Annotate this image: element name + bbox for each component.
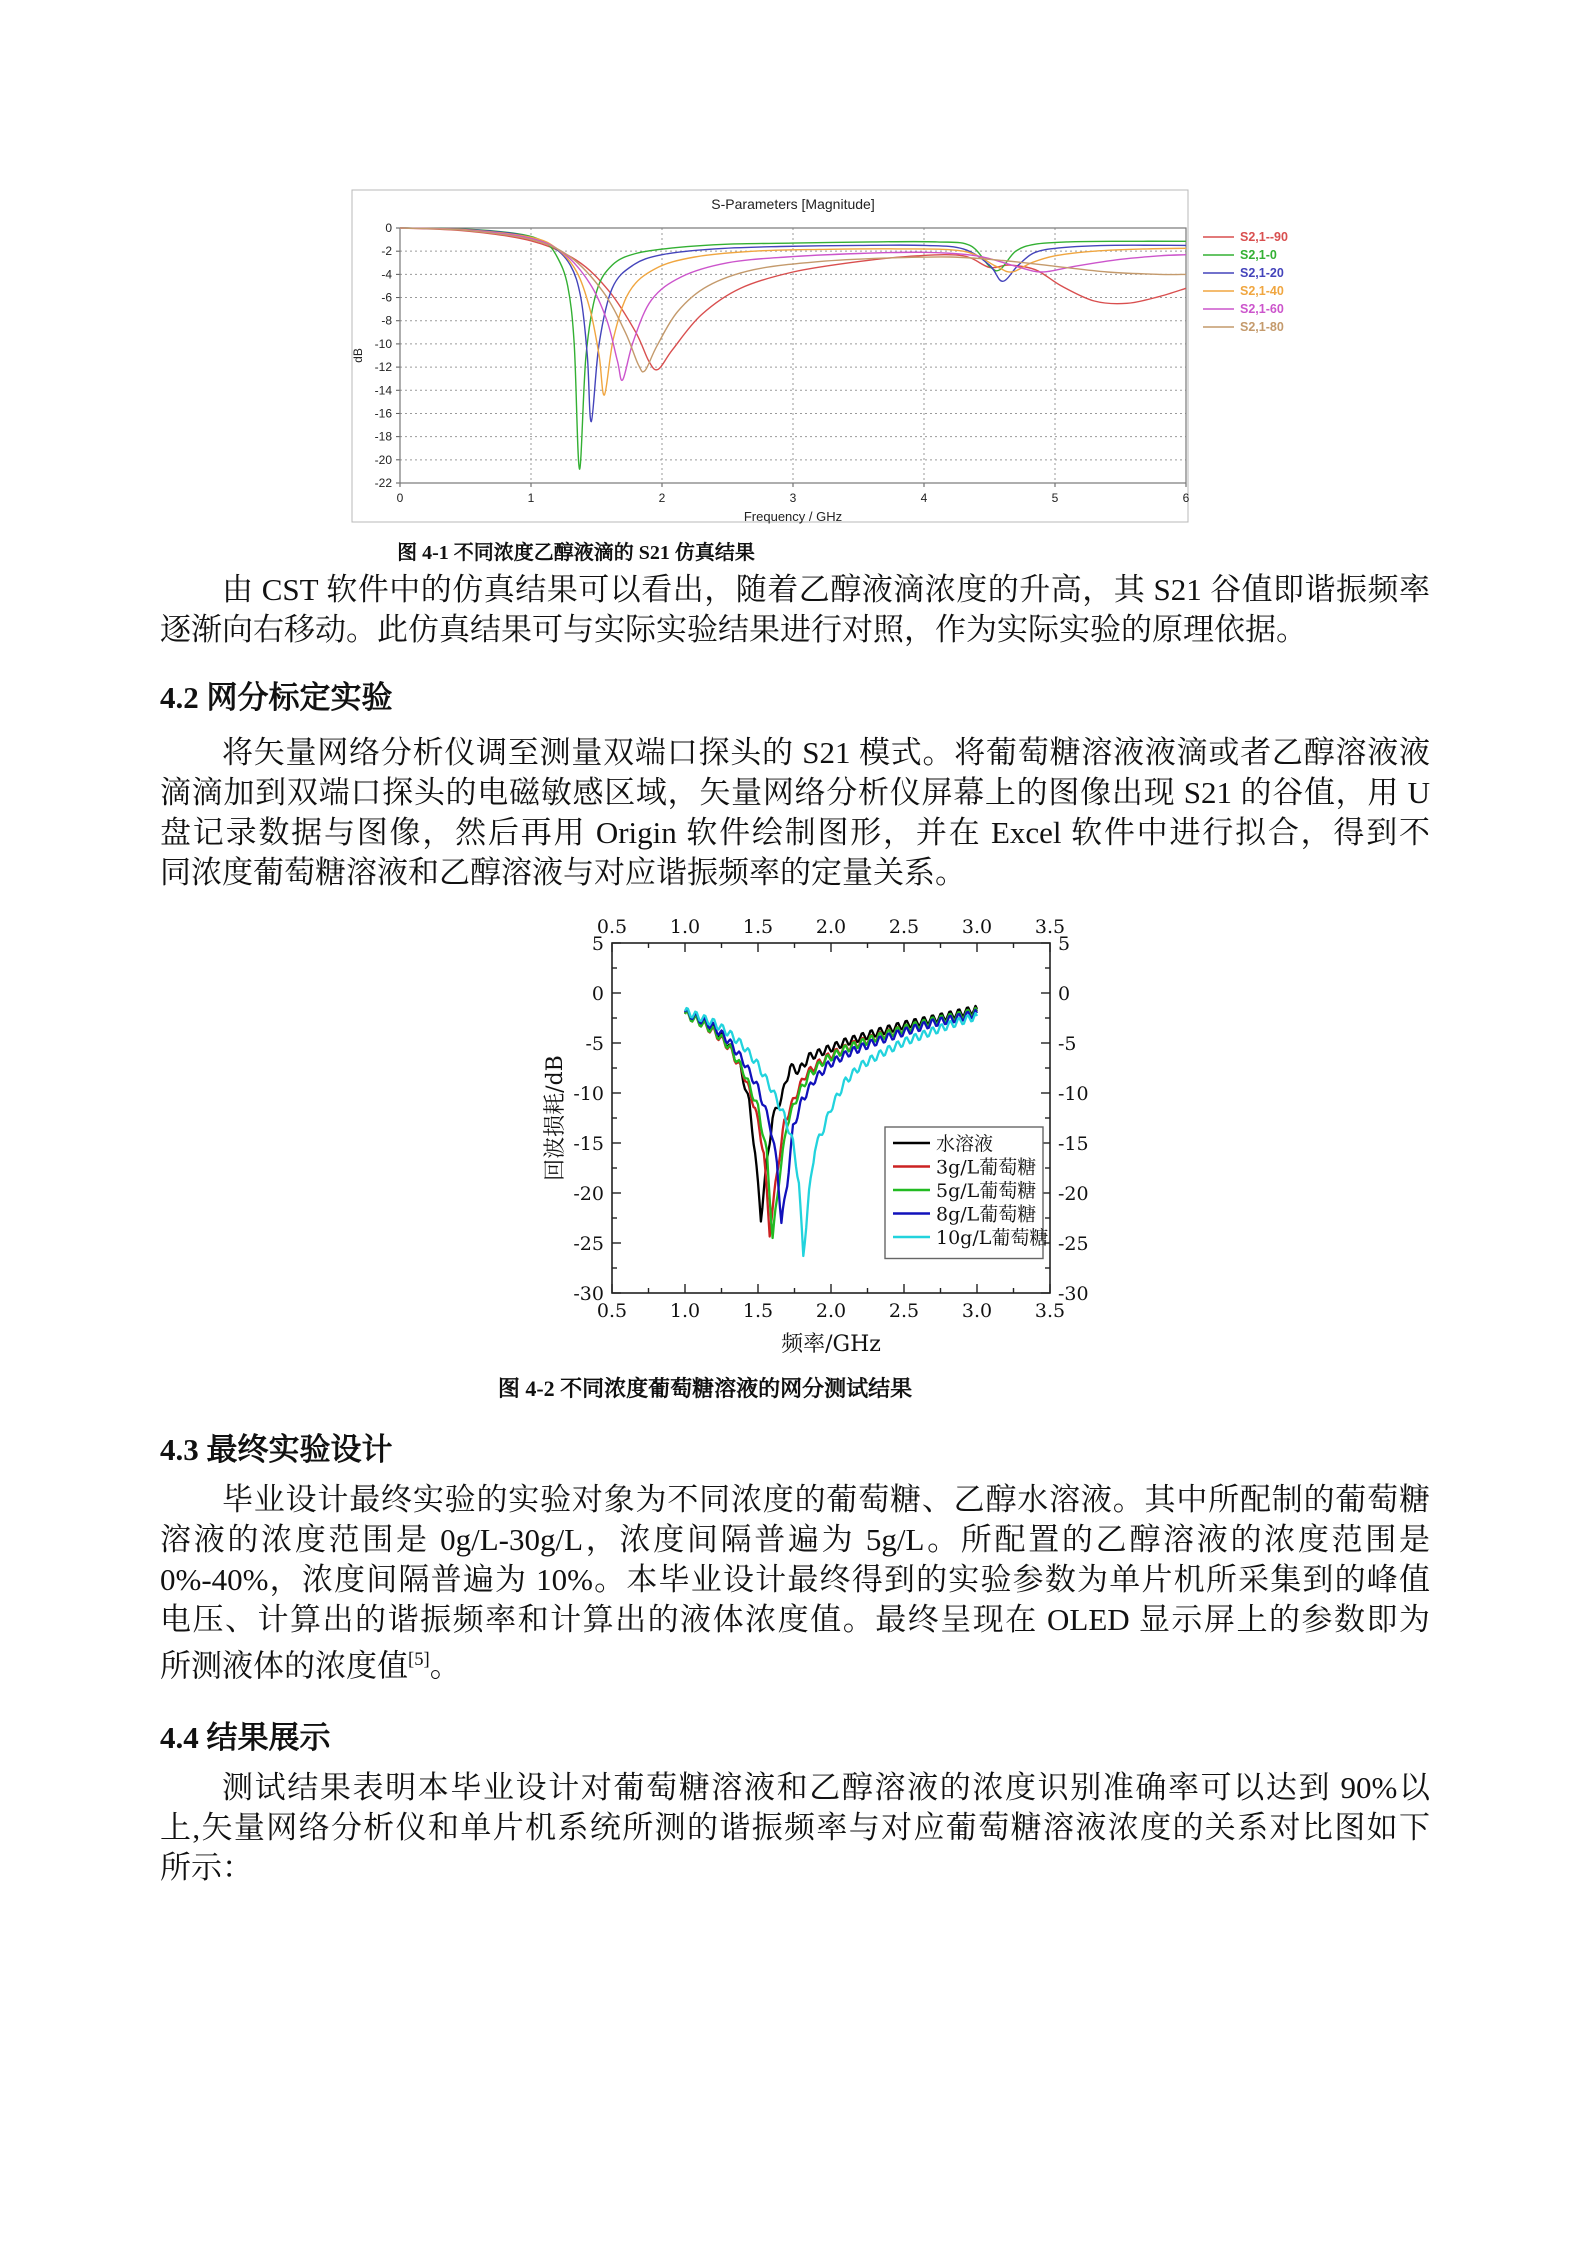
svg-text:-25: -25 xyxy=(1058,1233,1089,1255)
paragraph-section-4-4 xyxy=(160,1768,1430,1888)
svg-text:-6: -6 xyxy=(381,290,392,305)
svg-text:2.0: 2.0 xyxy=(815,1300,847,1322)
svg-text:3.0: 3.0 xyxy=(961,1300,993,1322)
paragraph-after-figure-4-1 xyxy=(160,570,1430,650)
svg-text:S2,1--90: S2,1--90 xyxy=(1240,230,1288,244)
svg-text:3g/L葡萄糖: 3g/L葡萄糖 xyxy=(936,1156,1037,1179)
svg-text:-5: -5 xyxy=(585,1033,604,1055)
svg-text:10g/L葡萄糖: 10g/L葡萄糖 xyxy=(936,1227,1049,1249)
svg-text:1.5: 1.5 xyxy=(742,1300,774,1322)
text-line: 溶液的浓度范围是 0g/L-30g/L，浓度间隔普遍为 5g/L。所配置的乙醇溶液的浓度范围是 xyxy=(160,1522,1430,1557)
svg-text:-20: -20 xyxy=(374,452,392,467)
svg-text:-8: -8 xyxy=(381,313,392,328)
svg-text:3.0: 3.0 xyxy=(961,916,993,938)
text-line: 上,矢量网络分析仪和单片机系统所测的谐振频率与对应葡萄糖溶液浓度的关系对比图如下 xyxy=(160,1810,1430,1845)
svg-text:-12: -12 xyxy=(374,360,392,375)
svg-text:-15: -15 xyxy=(573,1133,604,1155)
svg-text:3.5: 3.5 xyxy=(1034,916,1066,938)
paragraph-section-4-2 xyxy=(160,733,1430,893)
section-heading-4-4: 4.4 结果展示 xyxy=(160,1720,331,1755)
figure-4-2-vna-measurement-chart xyxy=(490,895,1140,1375)
paragraph-section-4-3 xyxy=(160,1480,1430,1640)
text-line: 毕业设计最终实验的实验对象为不同浓度的葡萄糖、乙醇水溶液。其中所配制的葡萄糖 xyxy=(222,1482,1430,1517)
svg-text:0.5: 0.5 xyxy=(596,916,628,938)
text-line: 同浓度葡萄糖溶液和乙醇溶液与对应谐振频率的定量关系。 xyxy=(160,855,966,890)
figure-4-2-caption: 图 4-2 不同浓度葡萄糖溶液的网分测试结果 xyxy=(497,1376,913,1401)
section-heading-4-2: 4.2 网分标定实验 xyxy=(160,680,393,715)
svg-text:频率/GHz: 频率/GHz xyxy=(781,1332,881,1357)
text-line: 0%-40%，浓度间隔普遍为 10%。本毕业设计最终得到的实验参数为单片机所采集到的峰值 xyxy=(160,1562,1430,1597)
svg-text:1.0: 1.0 xyxy=(669,916,701,938)
svg-text:S2,1-80: S2,1-80 xyxy=(1240,320,1284,334)
svg-text:0: 0 xyxy=(591,983,604,1005)
svg-text:-25: -25 xyxy=(573,1233,604,1255)
svg-text:3.5: 3.5 xyxy=(1034,1300,1066,1322)
svg-text:-16: -16 xyxy=(374,406,392,421)
svg-text:1: 1 xyxy=(527,491,535,505)
svg-text:2.5: 2.5 xyxy=(888,1300,920,1322)
citation-5: [5] xyxy=(408,1649,430,1670)
svg-text:-10: -10 xyxy=(1058,1083,1089,1105)
svg-text:水溶液: 水溶液 xyxy=(936,1133,994,1155)
svg-text:2: 2 xyxy=(658,491,666,505)
para-43-tail-text: 所测液体的浓度值 xyxy=(160,1648,408,1684)
s-parameters-plot xyxy=(340,185,1330,545)
svg-text:回波损耗/dB: 回波损耗/dB xyxy=(543,1055,568,1181)
svg-text:Frequency / GHz: Frequency / GHz xyxy=(743,509,843,524)
svg-text:-15: -15 xyxy=(1058,1133,1089,1155)
svg-text:-4: -4 xyxy=(381,267,392,282)
text-line: 滴滴加到双端口探头的电磁敏感区域，矢量网络分析仪屏幕上的图像出现 S21 的谷值，用 U xyxy=(160,775,1430,810)
svg-text:-20: -20 xyxy=(1058,1183,1089,1205)
text-line: 测试结果表明本毕业设计对葡萄糖溶液和乙醇溶液的浓度识别准确率可以达到 90%以 xyxy=(222,1770,1430,1805)
figure-4-1-caption: 图 4-1 不同浓度乙醇液滴的 S21 仿真结果 xyxy=(397,542,755,564)
svg-text:-30: -30 xyxy=(1058,1283,1089,1305)
svg-text:S2,1-60: S2,1-60 xyxy=(1240,302,1284,316)
svg-text:0: 0 xyxy=(1058,983,1071,1005)
text-line: 所示： xyxy=(160,1850,253,1885)
svg-text:1.0: 1.0 xyxy=(669,1300,701,1322)
svg-text:-10: -10 xyxy=(374,336,392,351)
svg-text:2.5: 2.5 xyxy=(888,916,920,938)
svg-text:-20: -20 xyxy=(573,1183,604,1205)
para-43-tail-period: 。 xyxy=(429,1648,461,1684)
svg-text:S2,1-20: S2,1-20 xyxy=(1240,266,1284,280)
text-line: 盘记录数据与图像，然后再用 Origin 软件绘制图形，并在 Excel 软件中进行拟合，得到不 xyxy=(160,815,1430,850)
figure-4-1-s21-simulation-chart xyxy=(340,185,1330,545)
svg-text:8g/L葡萄糖: 8g/L葡萄糖 xyxy=(936,1203,1037,1226)
svg-text:-5: -5 xyxy=(1058,1033,1077,1055)
svg-text:-14: -14 xyxy=(374,383,392,398)
text-line: 电压、计算出的谐振频率和计算出的液体浓度值。最终呈现在 OLED 显示屏上的参数即为 xyxy=(160,1602,1430,1637)
svg-text:S2,1-0: S2,1-0 xyxy=(1240,248,1277,262)
section-heading-4-3: 4.3 最终实验设计 xyxy=(160,1432,393,1467)
svg-text:S2,1-40: S2,1-40 xyxy=(1240,284,1284,298)
svg-text:0.5: 0.5 xyxy=(596,1300,628,1322)
svg-text:1.5: 1.5 xyxy=(742,916,774,938)
svg-text:-30: -30 xyxy=(573,1283,604,1305)
svg-text:6: 6 xyxy=(1182,491,1190,505)
svg-text:dB: dB xyxy=(351,348,365,363)
svg-text:4: 4 xyxy=(920,491,928,505)
return-loss-plot xyxy=(490,895,1140,1375)
svg-text:5: 5 xyxy=(1051,491,1059,505)
text-line: 由 CST 软件中的仿真结果可以看出，随着乙醇液滴浓度的升高，其 S21 谷值即谐振频率 xyxy=(222,572,1430,607)
svg-text:S-Parameters [Magnitude]: S-Parameters [Magnitude] xyxy=(711,196,875,212)
text-line: 逐渐向右移动。此仿真结果可与实际实验结果进行对照，作为实际实验的原理依据。 xyxy=(160,612,1307,647)
svg-text:0: 0 xyxy=(396,491,404,505)
svg-text:5: 5 xyxy=(591,933,604,955)
svg-text:5: 5 xyxy=(1058,933,1071,955)
text-line: 将矢量网络分析仪调至测量双端口探头的 S21 模式。将葡萄糖溶液液滴或者乙醇溶液液 xyxy=(222,735,1430,770)
svg-text:2.0: 2.0 xyxy=(815,916,847,938)
paragraph-section-4-3-lastline xyxy=(160,1640,1430,1686)
svg-text:-18: -18 xyxy=(374,429,392,444)
svg-text:0: 0 xyxy=(385,221,392,235)
svg-text:-22: -22 xyxy=(374,476,392,490)
svg-text:3: 3 xyxy=(789,491,797,505)
svg-text:-10: -10 xyxy=(573,1083,604,1105)
svg-text:5g/L葡萄糖: 5g/L葡萄糖 xyxy=(936,1180,1037,1202)
svg-text:-2: -2 xyxy=(381,244,392,259)
